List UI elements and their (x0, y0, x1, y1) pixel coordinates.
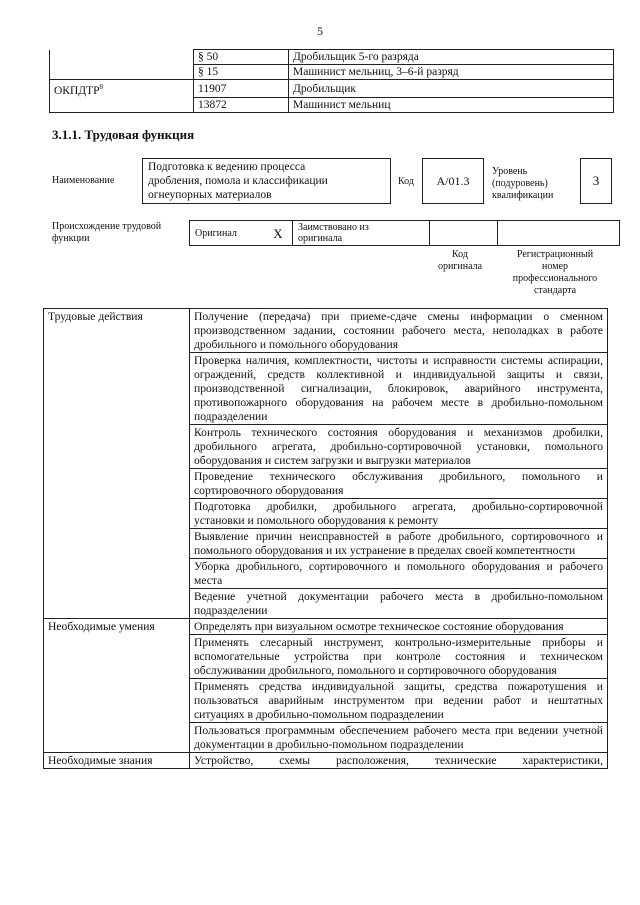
code-cell: § 50 (194, 50, 289, 65)
item-cell: Применять слесарный инструмент, контрольно-измерительные приборы и вспомогательные устройства при контроле состояния и техническом обслуживании дробильного, помольного и сортировочного оборудования (190, 635, 608, 679)
item-cell: Подготовка дробилки, дробильного агрегата, дробильно-сортировочной установки и помольного оборудования к ремонту (190, 499, 608, 529)
caption-line: Код (452, 249, 468, 260)
function-name-line: огнеупорных материалов (148, 189, 272, 201)
table-row (44, 619, 608, 635)
code-label: Код (398, 176, 414, 187)
original-code-cell (430, 221, 498, 246)
table-row (44, 753, 608, 769)
item-cell: Проведение технического обслуживания дробильного, помольного и сортировочного оборудования (190, 469, 608, 499)
name-label: Наименование (52, 175, 115, 186)
page-number: 5 (317, 24, 323, 38)
origin-table (189, 220, 620, 246)
level-label-line: Уровень (492, 166, 528, 177)
item-cell: Применять средства индивидуальной защиты, средства пожаротушения и пользоваться аварийным инструментом при ведении работ и нештатных ситуациях в дробильно-помольном подразделении (190, 679, 608, 723)
caption-line: стандарта (533, 285, 577, 296)
footnote-mark: 8 (99, 83, 104, 91)
classifier-cell (50, 80, 194, 98)
caption-line: Регистрационный (516, 249, 594, 260)
name-cell: Дробильщик 5-го разряда (289, 50, 614, 65)
code-cell: 13872 (194, 98, 289, 113)
item-cell: Устройство, схемы расположения, технические характеристики, (190, 753, 608, 769)
name-cell: Машинист мельниц, 3–6-й разряд (289, 65, 614, 80)
table-row (50, 50, 614, 65)
code-cell: § 15 (194, 65, 289, 80)
original-label: Оригинал (190, 221, 265, 246)
item-cell: Контроль технического состояния оборудования и механизмов дробилки, дробильного агрегата, дробильно-сортировочной установки, помольного оборудования и систем загрузки и выгрузки материалов (190, 425, 608, 469)
item-cell: Уборка дробильного, сортировочного и помольного оборудования и рабочего места (190, 559, 608, 589)
category-cell: Необходимые умения (44, 619, 190, 753)
registration-number-caption (500, 249, 610, 297)
borrowed-label-line: Заимствовано из (298, 222, 369, 233)
item-cell: Выявление причин неисправностей в работе дробильного, сортировочного и помольного оборудования и их устранение в пределах своей компетентности (190, 529, 608, 559)
item-cell: Получение (передача) при приеме-сдаче смены информации о сменном производственном задании, состоянии рабочего места, неполадках в работе дробильного и помольного оборудования (190, 309, 608, 353)
section-title: 3.1.1. Трудовая функция (52, 127, 195, 142)
function-code-box: A/01.3 (422, 158, 484, 204)
table-row (50, 98, 614, 113)
borrowed-label-line: оригинала (298, 233, 343, 244)
qualification-level-box: 3 (580, 158, 612, 204)
code-cell: 11907 (194, 80, 289, 98)
function-name-line: Подготовка к ведению процесса (148, 161, 306, 173)
function-name-box (142, 158, 391, 204)
origin-label (52, 221, 161, 245)
classifier-codes-table (49, 49, 614, 113)
category-cell: Необходимые знания (44, 753, 190, 769)
borrowed-label (293, 221, 430, 246)
name-cell: Дробильщик (289, 80, 614, 98)
classifier-cell (50, 98, 194, 113)
table-row (190, 221, 620, 246)
function-name-line: дробления, помола и классификации (148, 175, 328, 187)
caption-line: оригинала (437, 261, 483, 272)
classifier-name: ОКПДТР (54, 84, 100, 97)
level-label-line: квалификации (492, 190, 554, 201)
table-row (44, 309, 608, 353)
classifier-cell (50, 65, 194, 80)
caption-line: номер (542, 261, 568, 272)
item-cell: Пользоваться программным обеспечением рабочего места при ведении учетной документации в дробильно-помольном подразделении (190, 723, 608, 753)
level-label (492, 166, 553, 202)
original-code-caption (428, 249, 492, 273)
origin-label-line: функции (52, 233, 90, 244)
table-row (50, 65, 614, 80)
item-cell: Ведение учетной документации рабочего места в дробильно-помольном подразделении (190, 589, 608, 619)
item-cell: Проверка наличия, комплектности, чистоты и исправности системы аспирации, ограждений, средств коллективной и индивидуальной защиты и связи, производственной сигнализации, блокировок, аварийного инструмента, противопожарного оборудования на рабочем месте в дробильно-помольном подразделении (190, 353, 608, 425)
labor-function-table (43, 308, 608, 769)
item-cell: Определять при визуальном осмотре техническое состояние оборудования (190, 619, 608, 635)
origin-label-line: Происхождение трудовой (52, 221, 162, 232)
table-row (50, 80, 614, 98)
registration-number-cell (498, 221, 620, 246)
level-label-line: (подуровень) (492, 178, 548, 189)
classifier-cell (50, 50, 194, 65)
name-cell: Машинист мельниц (289, 98, 614, 113)
caption-line: профессионального (512, 273, 598, 284)
original-mark: X (264, 221, 293, 246)
category-cell: Трудовые действия (44, 309, 190, 619)
